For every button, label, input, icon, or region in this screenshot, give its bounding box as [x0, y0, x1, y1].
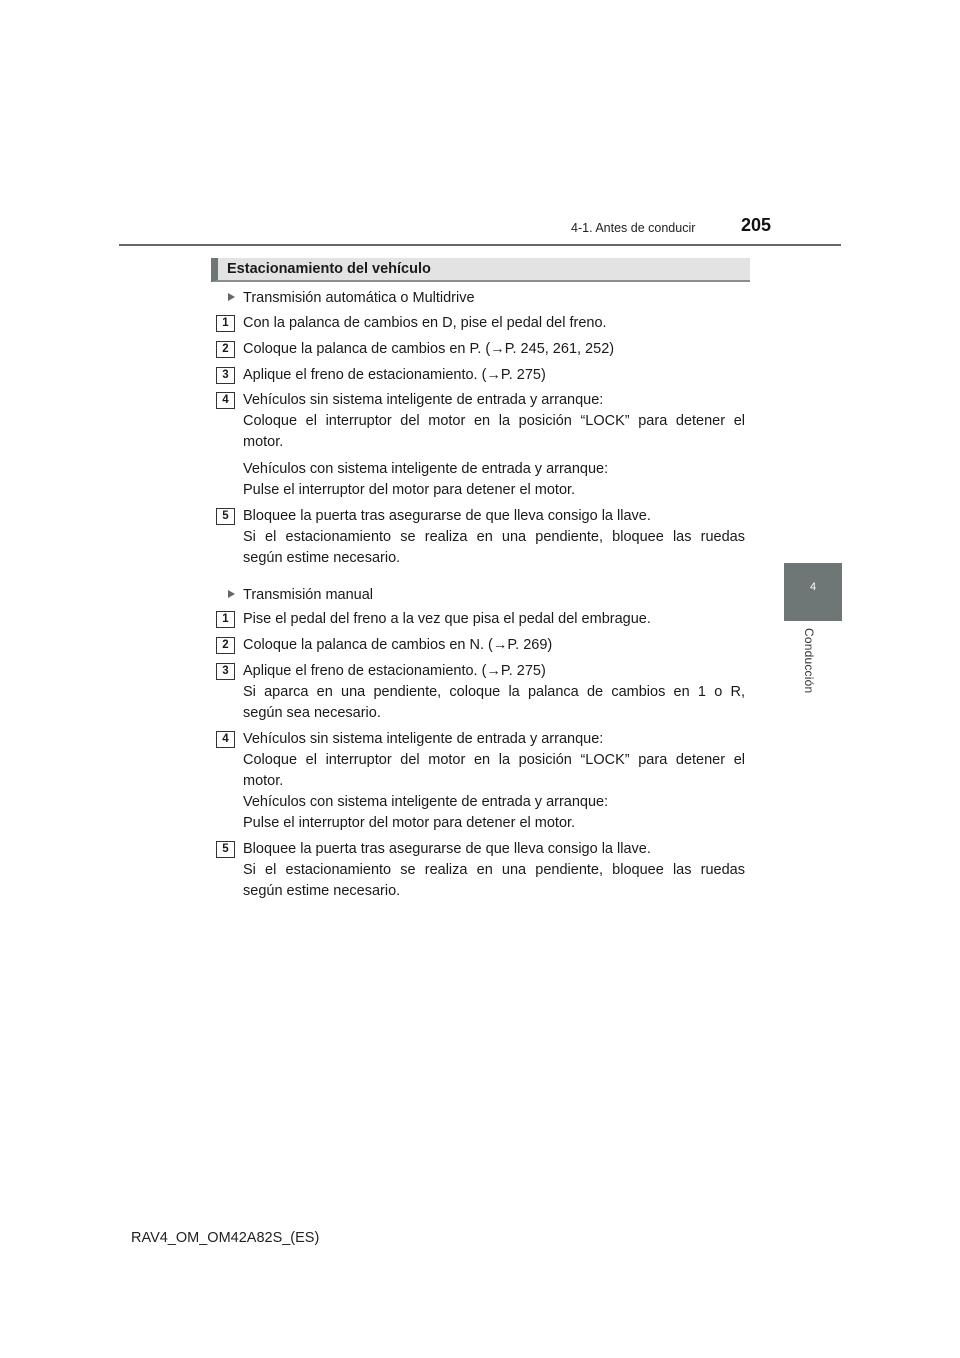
man-step5-line2: Si el estacionamiento se realiza en una pendiente, bloquee las ruedas: [243, 862, 745, 878]
step-number-2: 2: [216, 341, 235, 358]
footer-document-code: RAV4_OM_OM42A82S_(ES): [131, 1230, 320, 1246]
man-step4-line1: Vehículos sin sistema inteligente de entrada y arranque:: [243, 731, 604, 747]
triangle-bullet-icon: [228, 293, 235, 301]
man-step3-line1: Aplique el freno de estacionamiento. (→P. 275): [243, 663, 546, 679]
step-number-4: 4: [216, 731, 235, 748]
header-rule: [119, 244, 841, 246]
step-number-3: 3: [216, 367, 235, 384]
man-step2: Coloque la palanca de cambios en N. (→P. 269): [243, 637, 553, 653]
auto-step2: Coloque la palanca de cambios en P. (→P. 245, 261, 252): [243, 341, 615, 357]
step-number-5: 5: [216, 841, 235, 858]
man-step5-line3: según estime necesario.: [243, 883, 401, 899]
man-step4-line3: motor.: [243, 773, 284, 789]
manual-heading-text: Transmisión manual: [243, 587, 374, 603]
man-step3-line2: Si aparca en una pendiente, coloque la palanca de cambios en 1 o R,: [243, 684, 745, 700]
step-number-3: 3: [216, 663, 235, 680]
man-step4-line5: Pulse el interruptor del motor para detener el motor.: [243, 815, 576, 831]
page-number: 205: [741, 215, 772, 235]
auto-step4-line2: Coloque el interruptor del motor en la posición “LOCK” para detener el: [243, 413, 745, 429]
man-step1: Pise el pedal del freno a la vez que pisa el pedal del embrague.: [243, 611, 651, 627]
step-number-2: 2: [216, 637, 235, 654]
chapter-number: 4: [809, 581, 817, 593]
auto-step3: Aplique el freno de estacionamiento. (→P. 275): [243, 367, 546, 383]
man-step4-line2: Coloque el interruptor del motor en la posición “LOCK” para detener el: [243, 752, 745, 768]
automatic-heading: [228, 288, 475, 309]
chapter-label: Conducción: [802, 628, 816, 694]
auto-step4-line4: Vehículos con sistema inteligente de entrada y arranque:: [243, 461, 609, 477]
chapter-tab: [784, 563, 842, 621]
step-number-1: 1: [216, 315, 235, 332]
step-number-1: 1: [216, 611, 235, 628]
header-section-title: 4-1. Antes de conducir: [571, 221, 696, 235]
auto-step4-line3: motor.: [243, 434, 284, 450]
step-number-4: 4: [216, 392, 235, 409]
auto-step5-line3: según estime necesario.: [243, 550, 401, 566]
man-step4-line4: Vehículos con sistema inteligente de entrada y arranque:: [243, 794, 609, 810]
man-step3-line3: según sea necesario.: [243, 705, 381, 721]
auto-step4-line5: Pulse el interruptor del motor para detener el motor.: [243, 482, 576, 498]
automatic-heading-text: Transmisión automática o Multidrive: [243, 290, 475, 306]
step-number-5: 5: [216, 508, 235, 525]
triangle-bullet-icon: [228, 590, 235, 598]
auto-step4-line1: Vehículos sin sistema inteligente de entrada y arranque:: [243, 392, 604, 408]
auto-step5-line2: Si el estacionamiento se realiza en una pendiente, bloquee las ruedas: [243, 529, 745, 545]
section-title-bar: [211, 258, 750, 282]
manual-heading: [228, 585, 373, 606]
auto-step5-line1: Bloquee la puerta tras asegurarse de que lleva consigo la llave.: [243, 508, 651, 524]
section-title: Estacionamiento del vehículo: [227, 261, 431, 277]
man-step5-line1: Bloquee la puerta tras asegurarse de que lleva consigo la llave.: [243, 841, 651, 857]
auto-step1: Con la palanca de cambios en D, pise el pedal del freno.: [243, 315, 607, 331]
